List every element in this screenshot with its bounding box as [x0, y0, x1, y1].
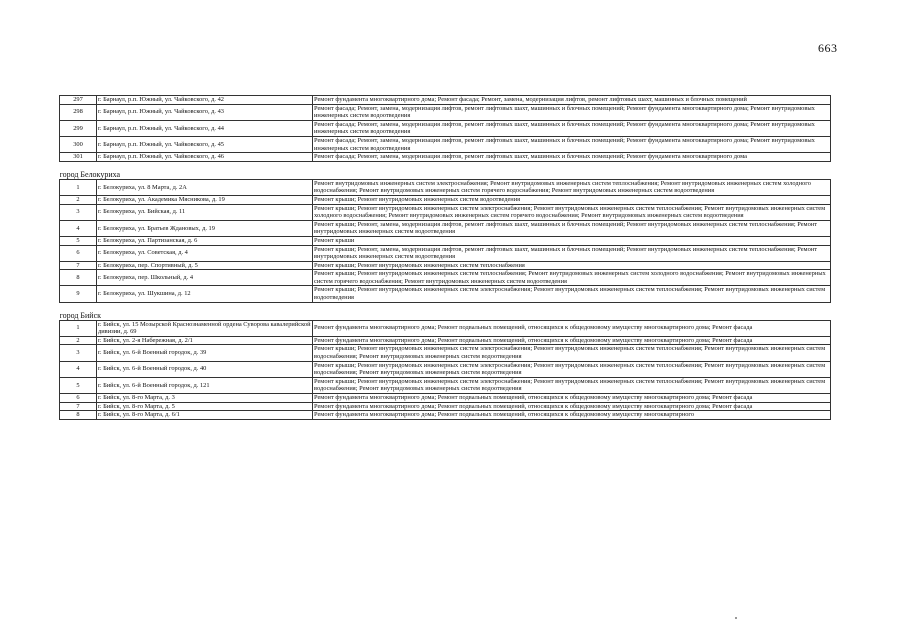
row-address: г. Барнаул, р.п. Южный, ул. Чайковского, д. 46: [97, 153, 313, 162]
row-works: Ремонт фасада; Ремонт, замена, модернизация лифтов, ремонт лифтовых шахт, машинных и блочных помещений; Ремонт фундамента многоквартирного дома; Ремонт внутридомовых инженерных систем водоотведения: [313, 136, 831, 152]
table-row: [60, 195, 831, 204]
row-address: г. Белокуриха, ул. Бийская, д. 11: [97, 204, 313, 220]
table-row: [60, 361, 831, 377]
table-row: [60, 394, 831, 403]
table-row: [60, 236, 831, 245]
row-works: Ремонт фасада; Ремонт, замена, модернизация лифтов, ремонт лифтовых шахт, машинных и блочных помещений; Ремонт фундамента многоквартирного дома; Ремонт внутридомовых инженерных систем водоотведения: [313, 120, 831, 136]
row-address: г. Белокуриха, пер. Спортивный, д. 5: [97, 261, 313, 270]
table-row: [60, 411, 831, 420]
row-address: г. Бийск, ул. 2-я Набережная, д. 2/1: [97, 336, 313, 345]
row-works: Ремонт фасада; Ремонт, замена, модернизация лифтов, ремонт лифтовых шахт, машинных и блочных помещений; Ремонт фундамента многоквартирного дома; Ремонт внутридомовых инженерных систем водоотведения: [313, 104, 831, 120]
row-works: Ремонт фундамента многоквартирного дома; Ремонт подвальных помещений, относящихся к общедомовому имуществу многоквартирного дома; Ремонт фасада: [313, 402, 831, 411]
row-number: 300: [60, 136, 97, 152]
row-address: г. Белокуриха, ул. Советская, д. 4: [97, 245, 313, 261]
row-number: 2: [60, 195, 97, 204]
row-works: Ремонт крыши; Ремонт внутридомовых инженерных систем электроснабжения; Ремонт внутридомовых инженерных систем теплоснабжения; Ремонт внутридомовых инженерных систем водоснабжения; Ремонт внутридомовых инженерных систем водоотведения: [313, 361, 831, 377]
row-number: 5: [60, 377, 97, 393]
table-row: [60, 153, 831, 162]
row-number: 7: [60, 402, 97, 411]
row-works: Ремонт внутридомовых инженерных систем электроснабжения; Ремонт внутридомовых инженерных систем теплоснабжения; Ремонт внутридомовых инженерных систем холодного водоснабжения; Ремонт внутридомовых инженерных систем горячего водоснабжения; Ремонт внутридомовых инженерных систем водоотведения: [313, 179, 831, 195]
row-number: 298: [60, 104, 97, 120]
row-number: 3: [60, 345, 97, 361]
row-number: 299: [60, 120, 97, 136]
row-address: г. Белокуриха, ул. 8 Марта, д. 2А: [97, 179, 313, 195]
row-works: Ремонт крыши; Ремонт внутридомовых инженерных систем электроснабжения; Ремонт внутридомовых инженерных систем теплоснабжения; Ремонт внутридомовых инженерных систем водоснабжения; Ремонт внутридомовых инженерных систем водоотведения: [313, 377, 831, 393]
row-works: Ремонт крыши; Ремонт, замена, модернизация лифтов, ремонт лифтовых шахт, машинных и блочных помещений; Ремонт внутридомовых инженерных систем теплоснабжения; Ремонт внутридомовых инженерных систем водоотведения: [313, 220, 831, 236]
row-works: Ремонт крыши; Ремонт внутридомовых инженерных систем электроснабжения; Ремонт внутридомовых инженерных систем теплоснабжения; Ремонт внутридомовых инженерных систем водоотведения: [313, 286, 831, 302]
repair-program-table: [59, 95, 831, 420]
table-row: [60, 270, 831, 286]
row-works: Ремонт крыши; Ремонт внутридомовых инженерных систем теплоснабжения; Ремонт внутридомовых инженерных систем холодного водоснабжения; Ремонт внутридомовых инженерных систем горячего водоснабжения; Ремонт внутридомовых инженерных систем водоотведения: [313, 270, 831, 286]
section-header-row: [60, 161, 831, 179]
row-address: г. Бийск, ул. 6-й Военный городок, д. 121: [97, 377, 313, 393]
table-row: [60, 179, 831, 195]
row-address: г. Бийск, ул. 6-й Военный городок, д. 39: [97, 345, 313, 361]
table-row: [60, 336, 831, 345]
table-row: [60, 136, 831, 152]
table-row: [60, 402, 831, 411]
row-number: 1: [60, 320, 97, 336]
table-row: [60, 220, 831, 236]
row-address: г. Барнаул, р.п. Южный, ул. Чайковского, д. 43: [97, 104, 313, 120]
row-address: г. Бийск, ул. 8-го Марта, д. 6/1: [97, 411, 313, 420]
row-works: Ремонт фундамента многоквартирного дома; Ремонт подвальных помещений, относящихся к общедомовому имуществу многоквартирного: [313, 411, 831, 420]
row-number: 1: [60, 179, 97, 195]
row-number: 297: [60, 96, 97, 105]
row-number: 6: [60, 245, 97, 261]
row-address: г. Белокуриха, ул. Партизанская, д. 6: [97, 236, 313, 245]
row-number: 8: [60, 270, 97, 286]
row-address: г. Барнаул, р.п. Южный, ул. Чайковского, д. 44: [97, 120, 313, 136]
row-number: 9: [60, 286, 97, 302]
row-address: г. Барнаул, р.п. Южный, ул. Чайковского, д. 42: [97, 96, 313, 105]
row-works: Ремонт фундамента многоквартирного дома; Ремонт фасада; Ремонт, замена, модернизация лифтов, ремонт лифтовых шахт, машинных и блочных помещений: [313, 96, 831, 105]
table-row: [60, 320, 831, 336]
row-works: Ремонт фасада; Ремонт, замена, модернизация лифтов, ремонт лифтовых шахт, машинных и блочных помещений; Ремонт фундамента многоквартирного дома: [313, 153, 831, 162]
row-works: Ремонт крыши; Ремонт внутридомовых инженерных систем теплоснабжения: [313, 261, 831, 270]
row-address: г. Бийск, ул. 15 Мозырской Краснознаменной ордена Суворова кавалерийской дивизии, д. 69: [98, 320, 311, 336]
row-works: Ремонт крыши: [313, 236, 831, 245]
scan-speck: [735, 617, 737, 619]
section-title: город Белокуриха: [60, 161, 831, 179]
row-works: Ремонт крыши; Ремонт внутридомовых инженерных систем электроснабжения; Ремонт внутридомовых инженерных систем теплоснабжения; Ремонт внутридомовых инженерных систем холодного водоснабжения; Ремонт внутридомовых инженерных систем горячего водоснабжения; Ремонт внутридомовых инженерных систем водоотведения: [313, 204, 831, 220]
row-works: Ремонт крыши; Ремонт, замена, модернизация лифтов, ремонт лифтовых шахт, машинных и блочных помещений; Ремонт внутридомовых инженерных систем теплоснабжения; Ремонт внутридомовых инженерных систем водоотведения: [313, 245, 831, 261]
row-number: 4: [60, 220, 97, 236]
row-works: Ремонт фундамента многоквартирного дома; Ремонт подвальных помещений, относящихся к общедомовому имуществу многоквартирного дома; Ремонт фасада: [313, 336, 831, 345]
row-number: 6: [60, 394, 97, 403]
table-row: [60, 245, 831, 261]
section-title: город Бийск: [60, 302, 831, 320]
row-address: г. Белокуриха, пер. Школьный, д. 4: [97, 270, 313, 286]
section-header-row: [60, 302, 831, 320]
row-number: 7: [60, 261, 97, 270]
row-address: г. Белокуриха, ул. Шукшина, д. 12: [97, 286, 313, 302]
row-address: г. Барнаул, р.п. Южный, ул. Чайковского, д. 45: [97, 136, 313, 152]
page-number: 663: [818, 41, 838, 55]
table-row: [60, 204, 831, 220]
row-number: 5: [60, 236, 97, 245]
row-address: г. Бийск, ул. 6-й Военный городок, д. 40: [97, 361, 313, 377]
row-works: Ремонт фундамента многоквартирного дома; Ремонт подвальных помещений, относящихся к общедомовому имуществу многоквартирного дома; Ремонт фасада: [313, 394, 831, 403]
row-address: г. Бийск, ул. 8-го Марта, д. 3: [97, 394, 313, 403]
table-row: [60, 120, 831, 136]
row-number: 2: [60, 336, 97, 345]
row-number: 3: [60, 204, 97, 220]
row-number: 301: [60, 153, 97, 162]
row-works: Ремонт крыши; Ремонт внутридомовых инженерных систем электроснабжения; Ремонт внутридомовых инженерных систем теплоснабжения; Ремонт внутридомовых инженерных систем водоснабжения; Ремонт внутридомовых инженерных систем водоотведения: [313, 345, 831, 361]
row-works: Ремонт фундамента многоквартирного дома; Ремонт подвальных помещений, относящихся к общедомовому имуществу многоквартирного дома; Ремонт фасада: [313, 320, 831, 336]
table-row: [60, 96, 831, 105]
table-row: [60, 345, 831, 361]
table-row: [60, 377, 831, 393]
table-row: [60, 286, 831, 302]
row-number: 4: [60, 361, 97, 377]
row-address: г. Белокуриха, ул. Братьев Ждановых, д. 19: [97, 220, 313, 236]
table-row: [60, 104, 831, 120]
row-address: г. Бийск, ул. 8-го Марта, д. 5: [97, 402, 313, 411]
table-row: [60, 261, 831, 270]
row-number: 8: [60, 411, 97, 420]
row-works: Ремонт крыши; Ремонт внутридомовых инженерных систем водоотведения: [313, 195, 831, 204]
row-address: г. Белокуриха, ул. Академика Мясникова, д. 19: [97, 195, 313, 204]
